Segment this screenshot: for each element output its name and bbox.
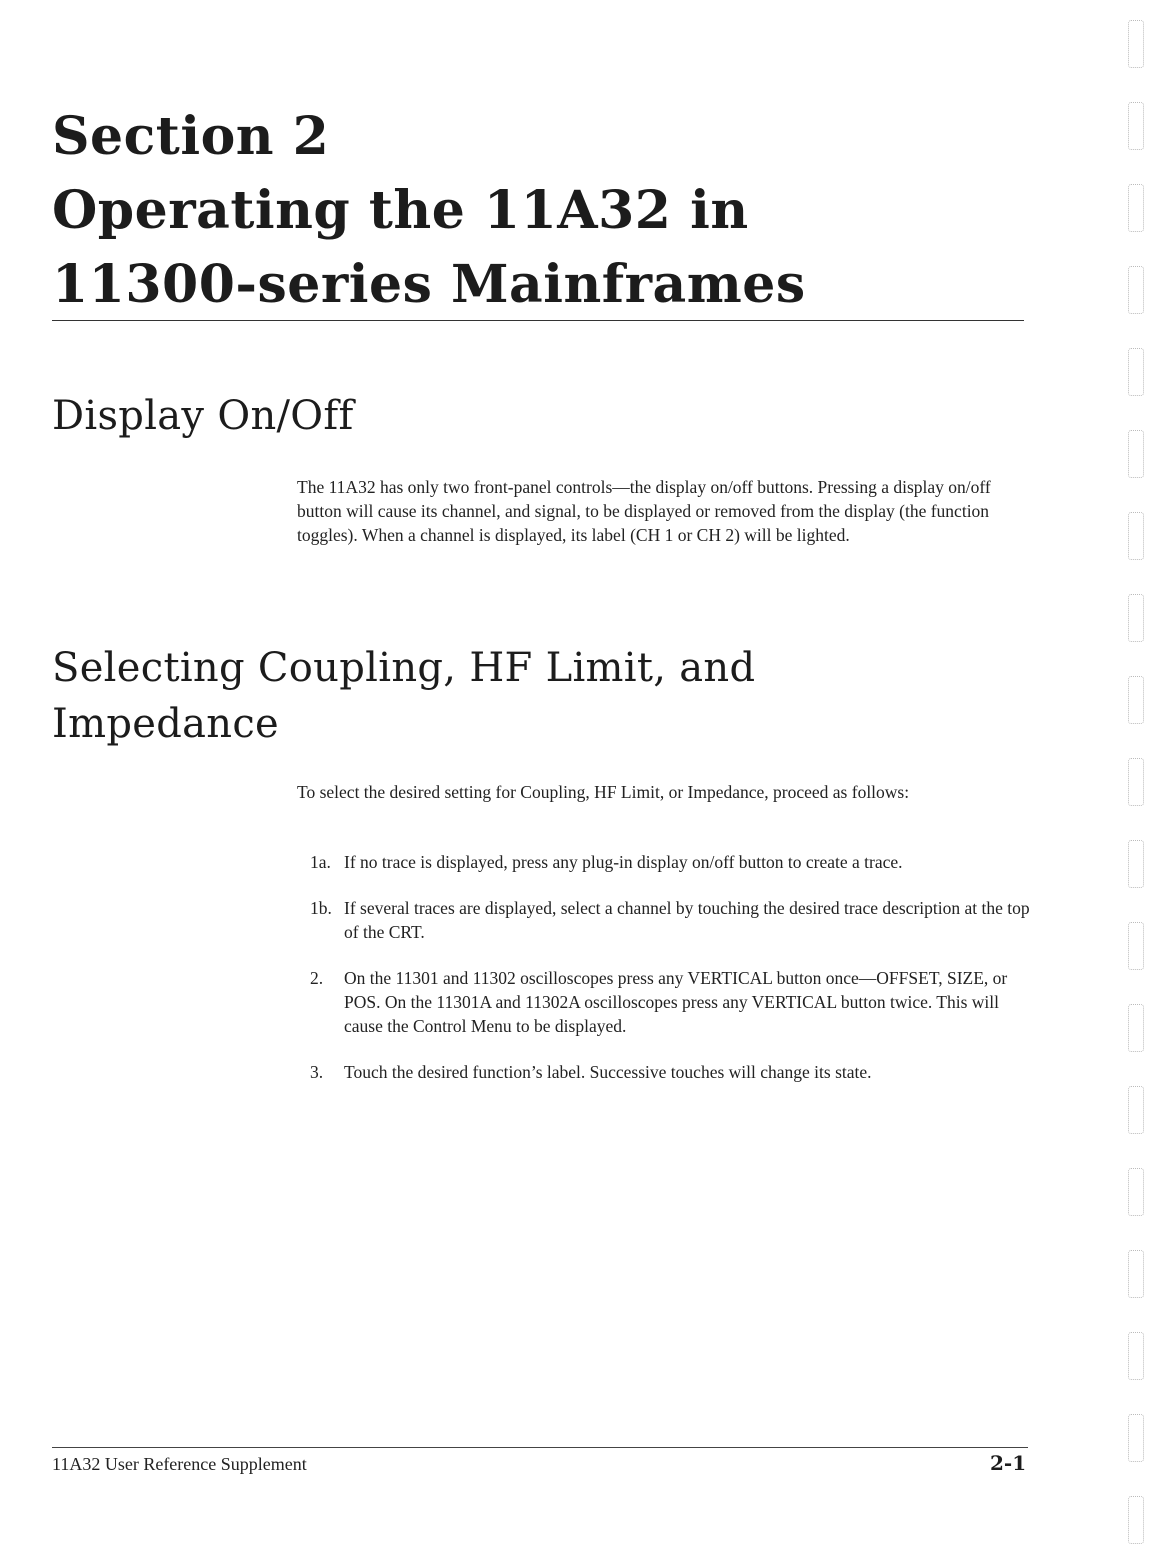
binder-hole-mark xyxy=(1128,266,1144,314)
step-item xyxy=(310,896,1030,944)
binder-hole-mark xyxy=(1128,840,1144,888)
step-item xyxy=(310,966,1030,1038)
binder-edge-marks xyxy=(1124,0,1154,1544)
step-number: 1a. xyxy=(310,852,331,872)
step-number: 2. xyxy=(310,968,324,988)
binder-hole-mark xyxy=(1128,758,1144,806)
binder-hole-mark xyxy=(1128,512,1144,560)
display-paragraph: The 11A32 has only two front-panel controls—the display on/off buttons. Pressing a display on/off button will cause its channel, and signal, to be displayed or removed from the display (the function toggles). When a channel is displayed, its label (CH 1 or CH 2) will be lighted. xyxy=(297,477,991,545)
binder-hole-mark xyxy=(1128,1004,1144,1052)
page-title-line-2: Operating the 11A32 in xyxy=(52,180,749,241)
binder-hole-mark xyxy=(1128,1414,1144,1462)
binder-hole-mark xyxy=(1128,102,1144,150)
binder-hole-mark xyxy=(1128,20,1144,68)
section-heading-selecting-line-2: Impedance xyxy=(52,701,279,747)
binder-hole-mark xyxy=(1128,348,1144,396)
binder-hole-mark xyxy=(1128,676,1144,724)
step-item xyxy=(310,850,1030,874)
binder-hole-mark xyxy=(1128,1332,1144,1380)
title-divider xyxy=(52,320,1024,321)
binder-hole-mark xyxy=(1128,1496,1144,1544)
page-title-line-1: Section 2 xyxy=(52,106,330,167)
binder-hole-mark xyxy=(1128,184,1144,232)
section-heading-selecting xyxy=(52,640,755,752)
footer-document-title: 11A32 User Reference Supplement xyxy=(52,1454,307,1474)
binder-hole-mark xyxy=(1128,1168,1144,1216)
step-text: Touch the desired function’s label. Successive touches will change its state. xyxy=(344,1062,872,1082)
footer-page-number: 2-1 xyxy=(990,1451,1027,1475)
binder-hole-mark xyxy=(1128,594,1144,642)
section-heading-display-text: Display On/Off xyxy=(52,393,354,439)
binder-hole-mark xyxy=(1128,922,1144,970)
selecting-intro-paragraph: To select the desired setting for Coupling, HF Limit, or Impedance, proceed as follows: xyxy=(297,782,910,802)
step-text: If several traces are displayed, select a channel by touching the desired trace description at the top of the CRT. xyxy=(344,898,1030,942)
step-number: 1b. xyxy=(310,898,332,918)
procedure-steps xyxy=(310,850,1030,1106)
step-text: On the 11301 and 11302 oscilloscopes press any VERTICAL button once—OFFSET, SIZE, or POS. On the 11301A and 11302A oscilloscopes press any VERTICAL button twice. This will cause the Control Menu to be displayed. xyxy=(344,968,1008,1036)
binder-hole-mark xyxy=(1128,1086,1144,1134)
binder-hole-mark xyxy=(1128,430,1144,478)
step-text: If no trace is displayed, press any plug-in display on/off button to create a trace. xyxy=(344,852,903,872)
section-heading-display xyxy=(52,388,354,444)
binder-hole-mark xyxy=(1128,1250,1144,1298)
footer-divider xyxy=(52,1447,1028,1448)
page-title-line-3: 11300-series Mainframes xyxy=(52,254,806,315)
page-title xyxy=(52,100,806,322)
step-number: 3. xyxy=(310,1062,324,1082)
section-heading-selecting-line-1: Selecting Coupling, HF Limit, and xyxy=(52,645,756,691)
step-item xyxy=(310,1060,1030,1084)
